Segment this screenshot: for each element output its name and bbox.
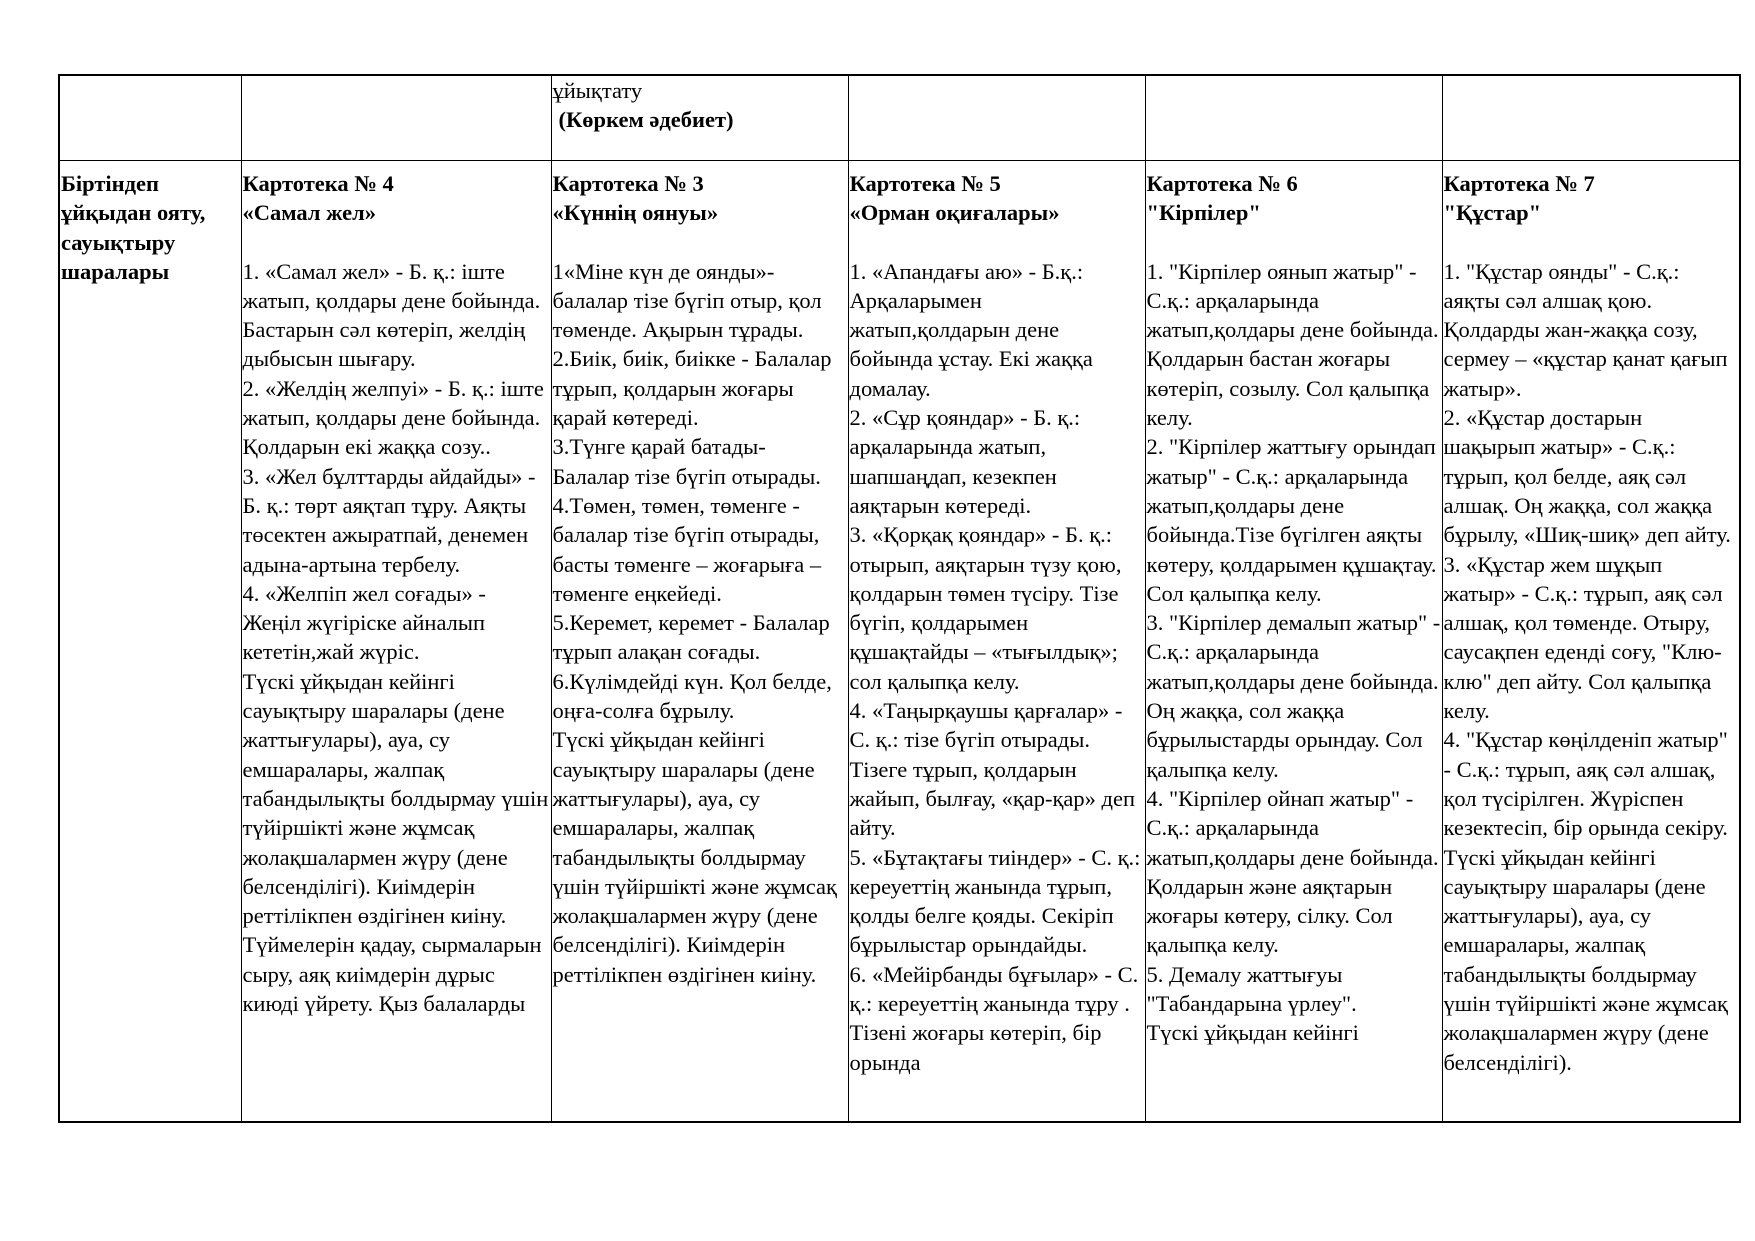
card-title: Картотека № 5 «Орман оқиғалары»	[849, 171, 1060, 226]
row-label: Біртіндеп ұйқыдан ояту, сауықтыру шаралары	[61, 171, 206, 284]
card-cell-2	[551, 161, 848, 1123]
table-row-top	[59, 75, 1740, 161]
top-cell-col3	[551, 75, 848, 161]
card-body: 1. "Кірпілер оянып жатыр" - С.қ.: арқаларында жатып,қолдары дене бойында. Қолдарын бастан жоғары көтеріп, созылу. Сол қалыпқа келу. 2. "Кірпілер жаттығу орындап жатыр" - С.қ.: арқаларында жатып,қолдары дене бойында.Тізе бүгілген аяқты көтеру, қолдарымен құшақтау. Сол қалыпқа келу. 3. "Кірпілер демалып жатыр" - С.қ.: арқаларында жатып,қолдары дене бойында. Оң жаққа, сол жаққа бұрылыстарды орындау. Сол қалыпқа келу. 4. "Кірпілер ойнап жатыр" - С.қ.: арқаларында жатып,қолдары дене бойында. Қолдарын және аяқтарын жоғары көтеру, сілку. Сол қалыпқа келу. 5. Демалу жаттығуы "Табандарына үрлеу". Түскі ұйқыдан кейінгі	[1146, 258, 1441, 1046]
top-cell-label	[59, 75, 241, 161]
card-body: 1. "Құстар оянды" - С.қ.: аяқты сәл алшақ қою. Қолдарды жан-жаққа созу, сермеу – «құстар қанат қағып жатыр». 2. «Құстар достарын шақырып жатыр» - С.қ.: тұрып, қол белде, аяқ сәл алшақ. Оң жаққа, сол жаққа бұрылу, «Шиқ-шиқ» деп айту. 3. «Құстар жем шұқып жатыр» - С.қ.: тұрып, аяқ сәл алшақ, қол төменде. Отыру, саусақпен еденді соғу, "Клю-клю" деп айту. Сол қалыпқа келу. 4. "Құстар көңілденіп жатыр" - С.қ.: тұрып, аяқ сәл алшақ, қол түсірілген. Жүріспен кезектесіп, бір орында секіру. Түскі ұйқыдан кейінгі сауықтыру шаралары (дене жаттығулары), ауа, су емшаралары, жалпақ табандылықты болдырмау үшін түйіршікті және жұмсақ жолақшалармен жүру (дене белсенділігі).	[1443, 258, 1731, 1075]
top-cell-col3-text: ұйықтату	[552, 78, 643, 103]
card-body: 1. «Самал жел» - Б. қ.: іште жатып, қолдары дене бойында. Бастарын сәл көтеріп, желдің дыбысын шығару. 2. «Желдің желпуі» - Б. қ.: іште жатып, қолдары дене бойында. Қолдарын екі жаққа созу.. 3. «Жел бұлттарды айдайды» - Б. қ.: төрт аяқтап тұру. Аяқты төсектен ажыратпай, денемен адына-артына тербелу. 4. «Желпіп жел соғады» - Жеңіл жүгіріске айналып кететін,жай жүріс. Түскі ұйқыдан кейінгі сауықтыру шаралары (дене жаттығулары), ауа, су емшаралары, жалпақ табандылықты болдырмау үшін түйіршікті және жұмсақ жолақшалармен жүру (дене белсенділігі). Киімдерін реттілікпен өздігінен киіну. Түймелерін қадау, сырмаларын сыру, аяқ киімдерін дұрыс киюді үйрету. Қыз балаларды	[242, 258, 549, 1017]
card-cell-1	[241, 161, 551, 1123]
card-cell-3	[848, 161, 1145, 1123]
table-row-main	[59, 161, 1740, 1123]
card-cell-4	[1145, 161, 1442, 1123]
card-body: 1«Міне күн де оянды»- балалар тізе бүгіп отыр, қол төменде. Ақырын тұрады. 2.Биік, биік, биікке - Балалар тұрып, қолдарын жоғары қарай көтереді. 3.Түнге қарай батады- Балалар тізе бүгіп отырады. 4.Төмен, төмен, төменге - балалар тізе бүгіп отырады, басты төменге – жоғарыға – төменге еңкейеді. 5.Керемет, керемет - Балалар тұрып алақан соғады. 6.Күлімдейді күн. Қол белде, оңға-солға бұрылу. Түскі ұйқыдан кейінгі сауықтыру шаралары (дене жаттығулары), ауа, су емшаралары, жалпақ табандылықты болдырмау үшін түйіршікті және жұмсақ жолақшалармен жүру (дене белсенділігі). Киімдерін реттілікпен өздігінен киіну.	[552, 258, 837, 987]
schedule-table	[58, 74, 1741, 1123]
card-title: Картотека № 6 "Кірпілер"	[1146, 171, 1298, 226]
top-cell-col5	[1145, 75, 1442, 161]
card-title: Картотека № 3 «Күннің оянуы»	[552, 171, 719, 226]
card-title: Картотека № 7 "Құстар"	[1443, 171, 1595, 226]
card-title: Картотека № 4 «Самал жел»	[242, 171, 394, 226]
row-label-cell	[59, 161, 241, 1123]
top-cell-col3-bold: (Көркем әдебиет)	[558, 107, 734, 133]
top-cell-col2	[241, 75, 551, 161]
card-body: 1. «Апандағы аю» - Б.қ.: Арқаларымен жатып,қолдарын дене бойында ұстау. Екі жаққа домалау. 2. «Сұр қояндар» - Б. қ.: арқаларында жатып, шапшаңдап, кезекпен аяқтарын көтереді. 3. «Қорқақ қояндар» - Б. қ.: отырып, аяқтарын түзу қою, қолдарын төмен түсіру. Тізе бүгіп, қолдарымен құшақтайды – «тығылдық»; сол қалыпқа келу. 4. «Таңырқаушы қарғалар» - С. қ.: тізе бүгіп отырады. Тізеге тұрып, қолдарын жайып, былғау, «қар-қар» деп айту. 5. «Бұтақтағы тиіндер» - С. қ.: кереуеттің жанында тұрып, қолды белге қояды. Секіріп бұрылыстар орындайды. 6. «Мейірбанды бұғылар» - С. қ.: кереуеттің жанында тұру . Тізені жоғары көтеріп, бір орында	[849, 258, 1141, 1075]
top-cell-col6	[1442, 75, 1740, 161]
top-cell-col4	[848, 75, 1145, 161]
card-cell-5	[1442, 161, 1740, 1123]
